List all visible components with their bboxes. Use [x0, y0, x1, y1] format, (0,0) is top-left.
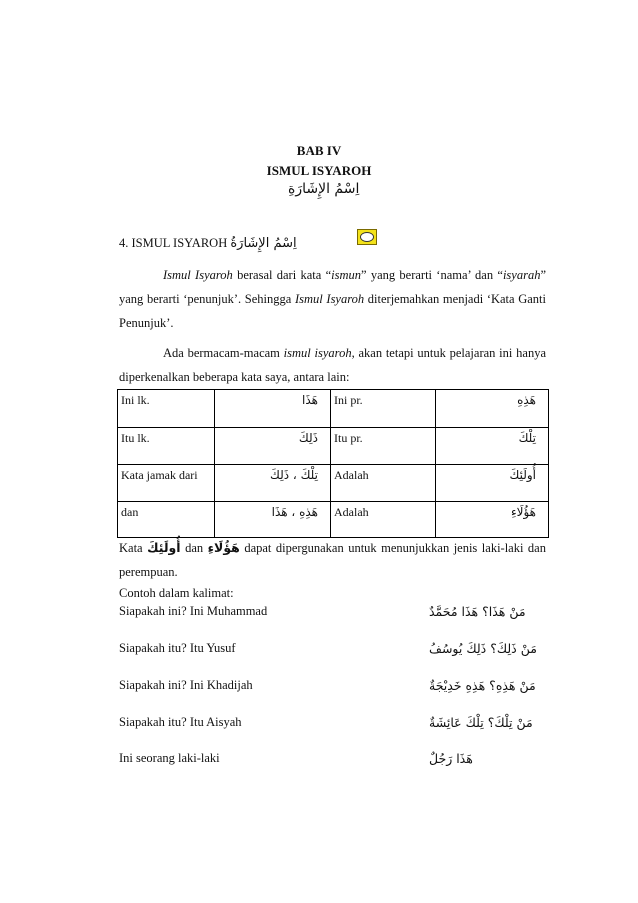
table-cell: Itu pr.: [331, 428, 436, 465]
table-cell: Itu lk.: [118, 428, 215, 465]
example-arabic: هَذَا رَجُلٌ: [429, 751, 473, 766]
speech-bubble-icon[interactable]: [357, 229, 377, 245]
intro-text: berasal dari kata “: [232, 268, 332, 282]
chapter-title: ISMUL ISYAROH: [266, 163, 372, 178]
example-latin: Siapakah ini? Ini Khadijah: [119, 678, 253, 692]
table-cell-arabic: هَذِهِ ، هَذَا: [271, 505, 318, 519]
intro-text: ” yang berarti ‘penunjuk’. Sehingga: [119, 268, 546, 306]
table-cell-arabic: هَذِهِ: [517, 393, 536, 407]
intro-term: Ismul Isyaroh: [163, 268, 233, 282]
table-row: [118, 502, 549, 538]
table-row: [118, 465, 549, 502]
intro-term: Ismul Isyaroh: [294, 292, 365, 306]
table-cell-arabic: أُولَئِكَ: [509, 468, 536, 482]
example-arabic: مَنْ تِلْكَ؟ تِلْكَ عَائِشَةٌ: [429, 715, 533, 730]
note-text: dan: [180, 541, 208, 555]
example-arabic: مَنْ هَذَا؟ هَذَا مُحَمَّدٌ: [429, 604, 526, 619]
note-text: Kata: [119, 541, 148, 555]
table-cell: dan: [118, 502, 215, 538]
example-row: [119, 751, 549, 771]
example-row: [119, 604, 549, 624]
table-row: [118, 390, 549, 428]
example-latin: Siapakah ini? Ini Muhammad: [119, 604, 268, 618]
note-paragraph: [119, 536, 546, 584]
example-row: [119, 641, 549, 661]
section-heading-arabic: اِسْمُ الإِشَارَةُ: [230, 236, 297, 251]
second-text: , akan tetapi untuk pelajaran ini hanya diperkenalkan beberapa kata saya, antara lain:: [119, 346, 546, 384]
table-cell: Adalah: [331, 502, 436, 538]
table-cell-arabic: تِلْكَ ، ذَلِكَ: [269, 468, 318, 482]
table-cell-arabic: تِلْكَ: [518, 431, 536, 445]
example-latin: Ini seorang laki-laki: [119, 751, 220, 765]
section-heading: [119, 236, 297, 251]
table-cell: Adalah: [331, 465, 436, 502]
demonstratives-table: [117, 389, 549, 538]
example-latin: Siapakah itu? Itu Yusuf: [119, 641, 236, 655]
example-arabic: مَنْ ذَلِكَ؟ ذَلِكَ يُوسُفُ: [429, 641, 537, 656]
table-cell: Kata jamak dari: [118, 465, 215, 502]
note-arabic: هَؤُلَاءِ: [207, 540, 240, 555]
intro-text: ” yang berarti ‘nama’ dan “: [361, 268, 503, 282]
second-term: ismul isyaroh: [283, 346, 352, 360]
table-cell-arabic: هَؤُلَاءِ: [510, 505, 536, 519]
examples-heading: Contoh dalam kalimat:: [119, 586, 234, 600]
intro-text: diterjemahkan menjadi ‘Kata Ganti Penunjuk’.: [119, 292, 546, 330]
table-cell: Ini pr.: [331, 390, 436, 428]
example-row: [119, 678, 549, 698]
section-heading-text: 4. ISMUL ISYAROH: [119, 236, 228, 250]
intro-term: isyarah: [502, 268, 541, 282]
chapter-label: BAB IV: [296, 143, 342, 158]
chapter-arabic-title: اِسْمُ الإِشَارَةِ: [288, 181, 360, 197]
example-row: [119, 715, 549, 735]
intro-paragraph: [119, 263, 546, 335]
table-row: [118, 428, 549, 465]
example-latin: Siapakah itu? Itu Aisyah: [119, 715, 242, 729]
second-text: Ada bermacam-macam: [163, 346, 284, 360]
example-arabic: مَنْ هَذِهِ؟ هَذِهِ خَدِيْجَةٌ: [429, 678, 536, 693]
intro-term: ismun: [331, 268, 361, 282]
note-arabic: أُولَئِكَ: [147, 540, 181, 555]
table-cell: Ini lk.: [118, 390, 215, 428]
note-text: dapat dipergunakan untuk menunjukkan jenis laki-laki dan perempuan.: [119, 541, 546, 579]
second-paragraph: [119, 341, 546, 389]
table-cell-arabic: ذَلِكَ: [298, 431, 318, 445]
table-cell-arabic: هَذَا: [302, 393, 318, 407]
